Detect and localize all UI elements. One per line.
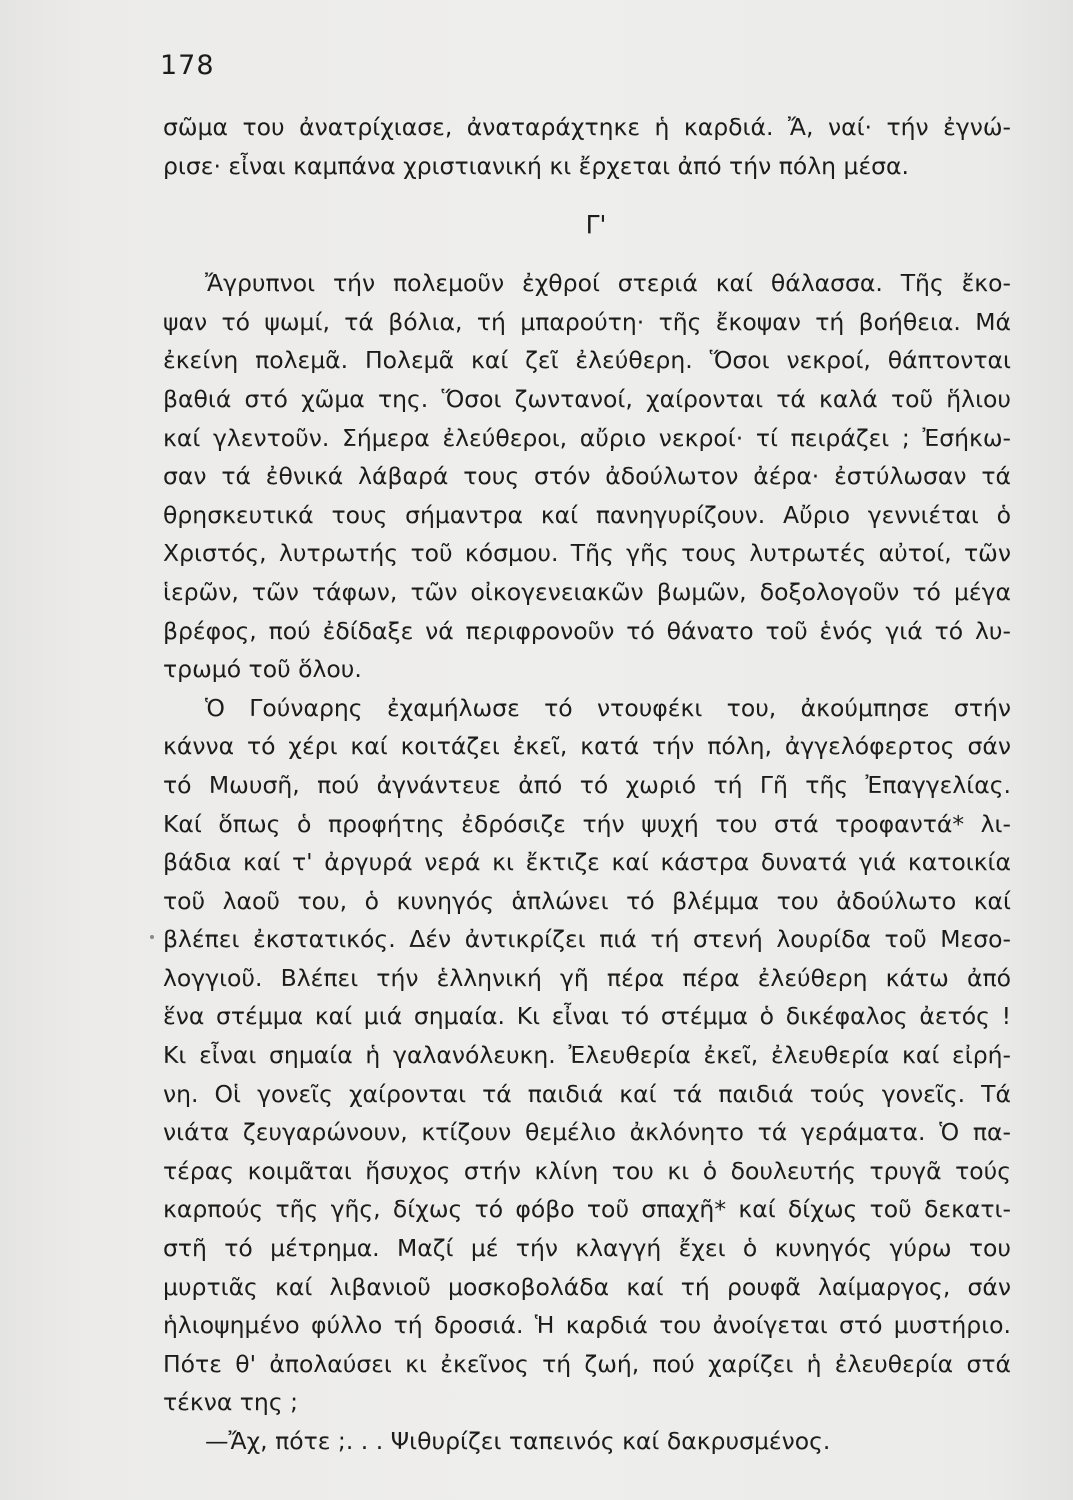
page-number: 178 bbox=[160, 50, 215, 81]
text-line: τρωμό τοῦ ὅλου. bbox=[163, 655, 362, 684]
text-line: σῶμα του ἀνατρίχιασε, ἀναταράχτηκε ἡ καρδιά. Ἄ, ναί· τήν ἐγνώ- bbox=[163, 113, 1011, 141]
text-line: ψαν τό ψωμί, τά βόλια, τή μπαρούτη· τῆς ἔκοψαν τή βοήθεια. Μά bbox=[163, 307, 1011, 336]
text-line: νιάτα ζευγαρώνουν, κτίζουν θεμέλιο ἀκλόνητο τά γεράματα. Ὁ πα- bbox=[163, 1118, 1011, 1147]
text-line: κάννα τό χέρι καί κοιτάζει ἐκεῖ, κατά τήν πόλη, ἀγγελόφερτος σάν bbox=[163, 732, 1011, 761]
text-line: βλέπει ἐκστατικός. Δέν ἀντικρίζει πιά τή στενή λουρίδα τοῦ Μεσο- bbox=[163, 925, 1011, 954]
text-line: μυρτιᾶς καί λιβανιοῦ μοσκοβολάδα καί τή ρουφᾶ λαίμαργος, σάν bbox=[163, 1272, 1011, 1301]
text-line: τέκνα της ; bbox=[163, 1388, 299, 1417]
text-line: σαν τά ἐθνικά λάβαρά τους στόν ἀδούλωτον ἀέρα· ἐστύλωσαν τά bbox=[163, 462, 1011, 491]
text-line: βρέφος, πού ἐδίδαξε νά περιφρονοῦν τό θάνατο τοῦ ἑνός γιά τό λυ- bbox=[163, 616, 1011, 645]
text-line: βαθιά στό χῶμα της. Ὅσοι ζωντανοί, χαίρονται τά καλά τοῦ ἥλιου bbox=[163, 384, 1011, 413]
text-line: τοῦ λαοῦ του, ὁ κυνηγός ἁπλώνει τό βλέμμα του ἀδούλωτο καί bbox=[163, 886, 1011, 915]
body-text bbox=[163, 108, 1011, 1461]
text-line: τό Μωυσῆ, πού ἀγνάντευε ἀπό τό χωριό τή Γῆ τῆς Ἐπαγγελίας. bbox=[163, 770, 1011, 799]
margin-speck bbox=[150, 935, 154, 939]
text-line: νη. Οἱ γονεῖς χαίρονται τά παιδιά καί τά παιδιά τούς γονεῖς. Τά bbox=[163, 1079, 1011, 1108]
text-line: ἕνα στέμμα καί μιά σημαία. Κι εἶναι τό στέμμα ὁ δικέφαλος ἀετός ! bbox=[163, 1002, 1011, 1031]
text-line: ἱερῶν, τῶν τάφων, τῶν οἰκογενειακῶν βωμῶν, δοξολογοῦν τό μέγα bbox=[163, 577, 1011, 606]
text-line: λογγιοῦ. Βλέπει τήν ἑλληνική γῆ πέρα πέρα ἐλεύθερη κάτω ἀπό bbox=[163, 963, 1011, 992]
text-line: καρπούς τῆς γῆς, δίχως τό φόβο τοῦ σπαχῆ* καί δίχως τοῦ δεκατι- bbox=[163, 1195, 1011, 1224]
text-line: στῆ τό μέτρημα. Μαζί μέ τήν κλαγγή ἔχει ὁ κυνηγός γύρω του bbox=[163, 1234, 1011, 1263]
text-line: ρισε· εἶναι καμπάνα χριστιανική κι ἔρχεται ἀπό τήν πόλη μέσα. bbox=[163, 151, 909, 180]
section-heading: Γ' bbox=[585, 210, 607, 240]
text-line: Καί ὅπως ὁ προφήτης ἐδρόσιζε τήν ψυχή του στά τροφαντά* λι- bbox=[163, 809, 1011, 838]
text-line: ἡλιοψημένο φύλλο τή δροσιά. Ἡ καρδιά του ἀνοίγεται στό μυστήριο. bbox=[163, 1311, 1011, 1340]
text-line: Ὁ Γούναρης ἐχαμήλωσε τό ντουφέκι του, ἀκούμπησε στήν bbox=[205, 693, 1011, 722]
text-line: Κι εἶναι σημαία ἡ γαλανόλευκη. Ἐλευθερία ἐκεῖ, ἐλευθερία καί εἰρή- bbox=[163, 1041, 1011, 1070]
text-line: βάδια καί τ' ἀργυρά νερά κι ἔκτιζε καί κάστρα δυνατά γιά κατοικία bbox=[163, 848, 1011, 877]
text-line: ἐκείνη πολεμᾶ. Πολεμᾶ καί ζεῖ ἐλεύθερη. Ὅσοι νεκροί, θάπτονται bbox=[163, 346, 1011, 375]
text-line: Ἄγρυπνοι τήν πολεμοῦν ἐχθροί στεριά καί θάλασσα. Τῆς ἔκο- bbox=[205, 269, 1011, 298]
text-line: Χριστός, λυτρωτής τοῦ κόσμου. Τῆς γῆς τους λυτρωτές αὐτοί, τῶν bbox=[163, 539, 1011, 568]
text-line: καί γλεντοῦν. Σήμερα ἐλεύθεροι, αὔριο νεκροί· τί πειράζει ; Ἐσήκω- bbox=[163, 423, 1011, 452]
text-line: —Ἄχ, πότε ;. . . Ψιθυρίζει ταπεινός καί δακρυσμένος. bbox=[205, 1427, 831, 1455]
text-line: Πότε θ' ἀπολαύσει κι ἐκεῖνος τή ζωή, πού χαρίζει ἡ ἐλευθερία στά bbox=[163, 1349, 1011, 1378]
text-line: τέρας κοιμᾶται ἥσυχος στήν κλίνη του κι ὁ δουλευτής τρυγᾶ τούς bbox=[163, 1156, 1011, 1185]
text-line: θρησκευτικά τους σήμαντρα καί πανηγυρίζουν. Αὔριο γεννιέται ὁ bbox=[163, 500, 1011, 529]
